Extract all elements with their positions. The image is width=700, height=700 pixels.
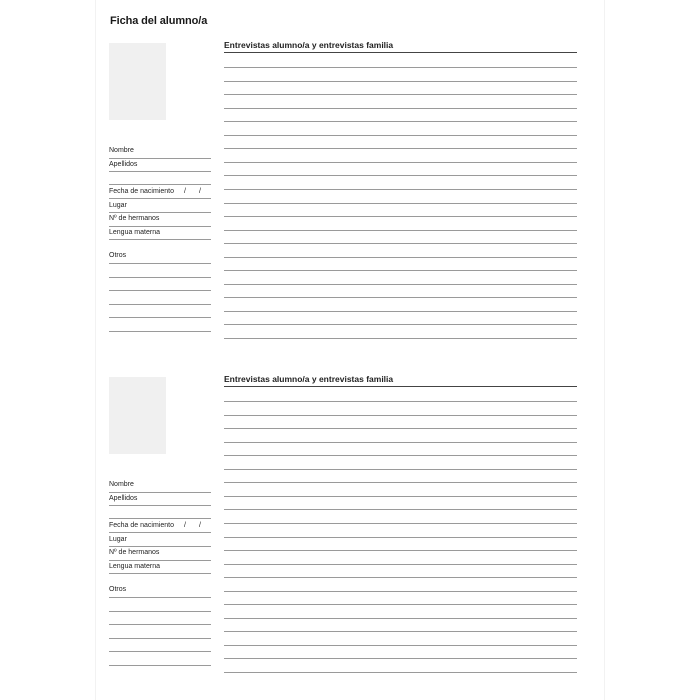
writing-line[interactable] (224, 243, 577, 244)
writing-line[interactable] (224, 428, 577, 429)
otros-line[interactable] (109, 624, 211, 625)
writing-line[interactable] (224, 672, 577, 673)
field-label-apellidos: Apellidos (109, 161, 138, 168)
writing-line[interactable] (224, 162, 577, 163)
writing-line[interactable] (224, 618, 577, 619)
writing-line[interactable] (224, 591, 577, 592)
writing-line[interactable] (224, 216, 577, 217)
field-line-hermanos[interactable] (109, 226, 211, 227)
otros-line[interactable] (109, 597, 211, 598)
student-record (0, 334, 700, 664)
otros-line[interactable] (109, 638, 211, 639)
writing-line[interactable] (224, 297, 577, 298)
field-label-hermanos: Nº de hermanos (109, 549, 160, 556)
writing-line[interactable] (224, 135, 577, 136)
writing-line[interactable] (224, 203, 577, 204)
field-line-nombre[interactable] (109, 158, 211, 159)
writing-line[interactable] (224, 270, 577, 271)
field-label-nombre: Nombre (109, 147, 134, 154)
date-separator: / (199, 522, 201, 529)
otros-line[interactable] (109, 263, 211, 264)
writing-line[interactable] (224, 257, 577, 258)
writing-line[interactable] (224, 523, 577, 524)
field-line-hermanos[interactable] (109, 560, 211, 561)
field-label-nombre: Nombre (109, 481, 134, 488)
writing-line[interactable] (224, 550, 577, 551)
field-line-apellidos[interactable] (109, 171, 211, 172)
field-line-fecha[interactable] (109, 532, 211, 533)
otros-line[interactable] (109, 317, 211, 318)
date-separator: / (184, 188, 186, 195)
date-separator: / (184, 522, 186, 529)
field-line-nombre[interactable] (109, 492, 211, 493)
interview-section-title: Entrevistas alumno/a y entrevistas familia (224, 40, 394, 50)
writing-line[interactable] (224, 81, 577, 82)
writing-line[interactable] (224, 67, 577, 68)
writing-line[interactable] (224, 189, 577, 190)
otros-line[interactable] (109, 331, 211, 332)
field-line-fecha[interactable] (109, 198, 211, 199)
writing-line[interactable] (224, 230, 577, 231)
otros-line[interactable] (109, 665, 211, 666)
date-separator: / (199, 188, 201, 195)
writing-line[interactable] (224, 455, 577, 456)
otros-line[interactable] (109, 277, 211, 278)
writing-line[interactable] (224, 401, 577, 402)
writing-line[interactable] (224, 94, 577, 95)
writing-line[interactable] (224, 324, 577, 325)
field-label-lengua: Lengua materna (109, 229, 160, 236)
writing-line[interactable] (224, 108, 577, 109)
field-label-hermanos: Nº de hermanos (109, 215, 160, 222)
writing-line[interactable] (224, 482, 577, 483)
writing-line[interactable] (224, 645, 577, 646)
writing-line[interactable] (224, 469, 577, 470)
writing-line[interactable] (224, 509, 577, 510)
field-line-lugar[interactable] (109, 212, 211, 213)
field-line-lugar[interactable] (109, 546, 211, 547)
writing-line[interactable] (224, 175, 577, 176)
otros-line[interactable] (109, 304, 211, 305)
field-label-otros: Otros (109, 252, 127, 259)
field-label-fecha: Fecha de nacimiento (109, 522, 174, 529)
writing-line[interactable] (224, 496, 577, 497)
writing-line[interactable] (224, 415, 577, 416)
field-line-blank[interactable] (109, 184, 211, 185)
writing-line[interactable] (224, 537, 577, 538)
interview-title-rule (224, 386, 577, 387)
writing-line[interactable] (224, 658, 577, 659)
writing-line[interactable] (224, 604, 577, 605)
field-label-apellidos: Apellidos (109, 495, 138, 502)
field-line-lengua[interactable] (109, 573, 211, 574)
writing-line[interactable] (224, 564, 577, 565)
field-label-fecha: Fecha de nacimiento (109, 188, 174, 195)
field-line-lengua[interactable] (109, 239, 211, 240)
field-label-lugar: Lugar (109, 536, 127, 543)
interview-title-rule (224, 52, 577, 53)
field-line-apellidos[interactable] (109, 505, 211, 506)
writing-line[interactable] (224, 631, 577, 632)
field-label-otros: Otros (109, 586, 127, 593)
writing-line[interactable] (224, 121, 577, 122)
student-record (0, 0, 700, 330)
field-label-lugar: Lugar (109, 202, 127, 209)
photo-placeholder (109, 377, 166, 454)
field-label-lengua: Lengua materna (109, 563, 160, 570)
photo-placeholder (109, 43, 166, 120)
otros-line[interactable] (109, 290, 211, 291)
otros-line[interactable] (109, 611, 211, 612)
writing-line[interactable] (224, 577, 577, 578)
interview-section-title: Entrevistas alumno/a y entrevistas familia (224, 374, 394, 384)
field-line-blank[interactable] (109, 518, 211, 519)
writing-line[interactable] (224, 442, 577, 443)
otros-line[interactable] (109, 651, 211, 652)
writing-line[interactable] (224, 284, 577, 285)
writing-line[interactable] (224, 311, 577, 312)
page-title: Ficha del alumno/a (110, 15, 208, 27)
writing-line[interactable] (224, 148, 577, 149)
